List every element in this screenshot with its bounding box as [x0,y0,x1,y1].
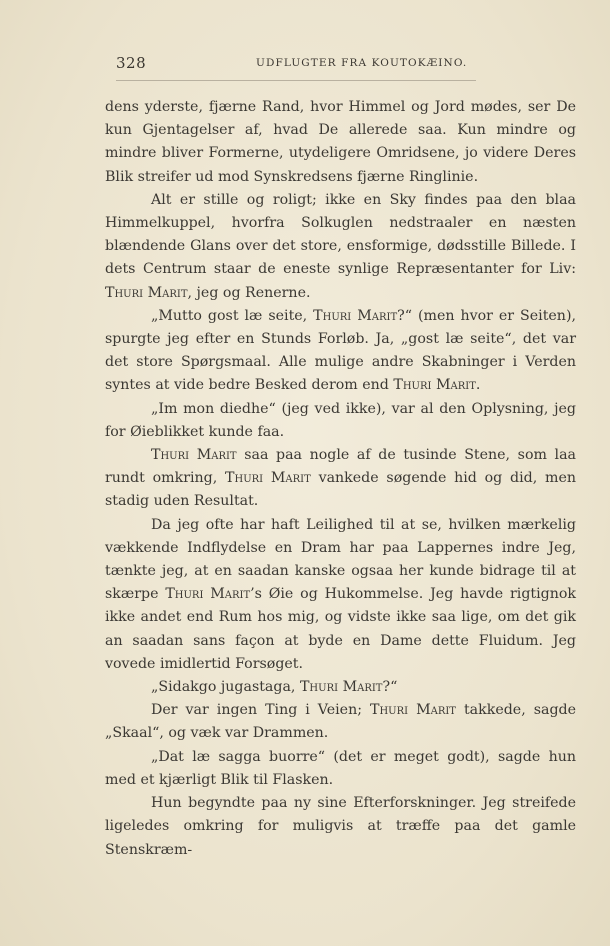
paragraph [105,746,576,792]
text-run: Der var ingen Ting i Veien; [151,702,370,719]
text-run: „Im mon diedhe“ (jeg ved ikke), var al den Oplysning, jeg for Øieblikket kunde faa. [105,400,576,440]
text-run: Hun begyndte paa ny sine Efterforskninger. Jeg streifede ligeledes omkring for muligvis at træffe paa det gamle Stenskræm- [105,795,576,858]
paragraph [105,398,576,444]
paragraph [105,676,576,699]
page-header [116,54,586,76]
name-small-caps: Thuri Marit [313,307,398,324]
text-run: ?“ (men hvor er Seiten), spurgte jeg efter en Stunds Forløb. Ja, „gost læ seite“, det var det store Spørgsmaal. Alle mulige andre Skabninger i Verden syntes at vide bedre Besked derom end [105,307,576,394]
name-small-caps: Thuri Marit [299,679,383,696]
text-run: vankede søgende hid og did, men stadig uden Resultat. [105,470,577,510]
name-small-caps: Thuri Marit [393,377,476,394]
header-rule [116,80,476,81]
name-small-caps: Thuri Marit [165,586,251,603]
name-small-caps: Thuri Marit [151,447,237,464]
name-small-caps: Thuri Marit [105,284,188,301]
body-text [105,96,576,862]
text-run: , jeg og Renerne. [187,284,311,301]
text-run: „Mutto gost læ seite, [151,307,314,324]
running-title: UDFLUGTER FRA KOUTOKÆINO. [256,57,468,69]
paragraph [105,792,576,862]
text-run: „Sidakgo jugastaga, [151,679,300,696]
text-run: „Dat læ sagga buorre“ (det er meget godt), sagde hun med et kjærligt Blik til Flasken. [105,748,576,788]
paragraph [105,444,576,514]
paragraph [105,189,576,305]
paragraph [105,514,576,676]
text-run: saa paa nogle af de tusinde Stene, som laa rundt omkring, [105,447,577,487]
paragraph [105,305,576,398]
text-run: takkede, sagde „Skaal“, og væk var Drammen. [105,702,577,742]
text-run: ’s Øie og Hukommelse. Jeg havde rigtignok ikke andet end Rum hos mig, og vidste ikke saa lige, om det gik an saadan sans façon at byde en Dame dette Fluidum. Jeg vovede imidlertid Forsøget. [105,586,577,672]
paragraph [105,96,576,189]
text-run: ?“ [382,679,398,696]
paragraph [105,699,576,745]
page-number: 328 [116,54,147,72]
text-run: . [475,377,481,394]
text-run: Da jeg ofte har haft Leilighed til at se, hvilken mærkelig vækkende Indflydelse en Dram har paa Lappernes indre Jeg, tænkte jeg, at en saadan kanske ogsaa her kunde bidrage til at skærpe [105,516,576,603]
name-small-caps: Thuri Marit [370,702,456,719]
text-run: Alt er stille og roligt; ikke en Sky findes paa den blaa Himmelkuppel, hvorfra Solkuglen nedstraaler en næsten blændende Glans over det store, ensformige, dødsstille Billede. I dets Centrum staar de eneste synlige Repræsentanter for Liv: [105,191,576,278]
text-run: dens yderste, fjærne Rand, hvor Himmel og Jord mødes, ser De kun Gjentagelser af, hvad De allerede saa. Kun mindre og mindre bliver Formerne, utydeligere Omridsene, jo videre Deres Blik streifer ud mod Synskredsens fjærne Ringlinie. [105,99,576,185]
name-small-caps: Thuri Marit [225,470,311,487]
